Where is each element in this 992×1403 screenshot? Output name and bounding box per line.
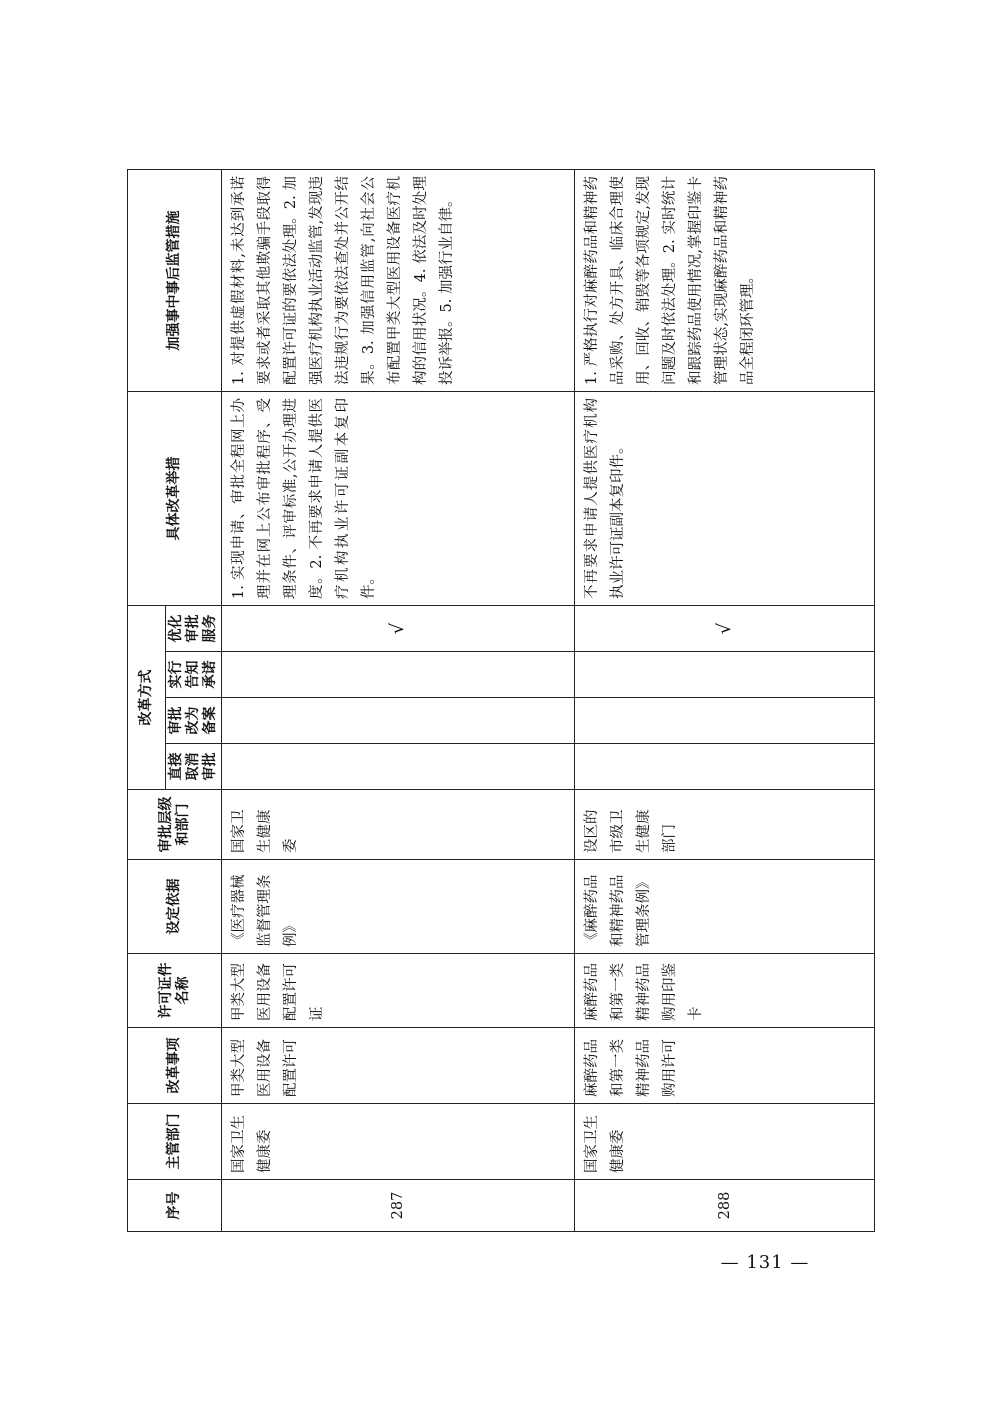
table-wrapper <box>127 170 864 1232</box>
row-measures: 1. 实现申请、审批全程网上办理并在网上公布审批程序、受理条件、评审标准,公开办理进度。2. 不再要求申请人提供医疗机构执业许可证副本复印件。 <box>222 392 575 606</box>
row-supervision: 1. 严格执行对麻醉药品和精神药品采购、处方开具、临床合理使用、回收、销毁等各项规定,发现问题及时依法处理。2. 实时统计和跟踪药品使用情况,掌握印鉴卡管理状态,实现麻醉药品和精神药品全程闭环管理。 <box>575 170 875 392</box>
reform-table <box>127 169 875 1232</box>
header-supervision: 加强事中事后监管措施 <box>128 170 222 392</box>
page-number: — 131 — <box>720 1252 810 1273</box>
row-level: 设区的市级卫生健康部门 <box>575 790 875 860</box>
row-item: 麻醉药品和第一类精神药品购用许可 <box>575 1028 875 1104</box>
table-row <box>222 170 575 1232</box>
row-license: 甲类大型医用设备配置许可证 <box>222 954 575 1028</box>
header-mode-record: 审批改为备案 <box>166 698 222 744</box>
rotated-table <box>127 170 864 1232</box>
header-dept: 主管部门 <box>128 1104 222 1180</box>
row-item: 甲类大型医用设备配置许可 <box>222 1028 575 1104</box>
row-dept: 国家卫生健康委 <box>222 1104 575 1180</box>
row-cancel <box>575 744 875 790</box>
header-mode-notify: 实行告知承诺 <box>166 652 222 698</box>
header-level: 审批层级和部门 <box>128 790 222 860</box>
header-measures: 具体改革举措 <box>128 392 222 606</box>
row-supervision: 1. 对提供虚假材料,未达到承诺要求或者采取其他欺骗手段取得配置许可证的要依法处理。2. 加强医疗机构执业活动监管,发现违法违规行为要依法查处并公开结果。3. 加强信用监管,向社会公布配置甲类大型医用设备医疗机构的信用状况。4. 依法及时处理投诉举报。5. 加强行业自律。 <box>222 170 575 392</box>
row-notify <box>222 652 575 698</box>
header-mode-group: 改革方式 <box>128 606 166 790</box>
row-optimize: √ <box>575 606 875 652</box>
header-mode-cancel: 直接取消审批 <box>166 744 222 790</box>
row-record <box>575 698 875 744</box>
header-seq: 序号 <box>128 1180 222 1232</box>
row-seq: 288 <box>575 1180 875 1232</box>
header-license: 许可证件名称 <box>128 954 222 1028</box>
row-measures: 不再要求申请人提供医疗机构执业许可证副本复印件。 <box>575 392 875 606</box>
header-basis: 设定依据 <box>128 860 222 954</box>
row-basis: 《医疗器械监督管理条例》 <box>222 860 575 954</box>
row-license: 麻醉药品和第一类精神药品购用印鉴卡 <box>575 954 875 1028</box>
table-row <box>575 170 875 1232</box>
header-item: 改革事项 <box>128 1028 222 1104</box>
row-notify <box>575 652 875 698</box>
header-mode-optimize: 优化审批服务 <box>166 606 222 652</box>
row-basis: 《麻醉药品和精神药品管理条例》 <box>575 860 875 954</box>
row-level: 国家卫生健康委 <box>222 790 575 860</box>
header-row-1 <box>128 170 166 1232</box>
row-record <box>222 698 575 744</box>
row-cancel <box>222 744 575 790</box>
row-seq: 287 <box>222 1180 575 1232</box>
row-dept: 国家卫生健康委 <box>575 1104 875 1180</box>
row-optimize: √ <box>222 606 575 652</box>
